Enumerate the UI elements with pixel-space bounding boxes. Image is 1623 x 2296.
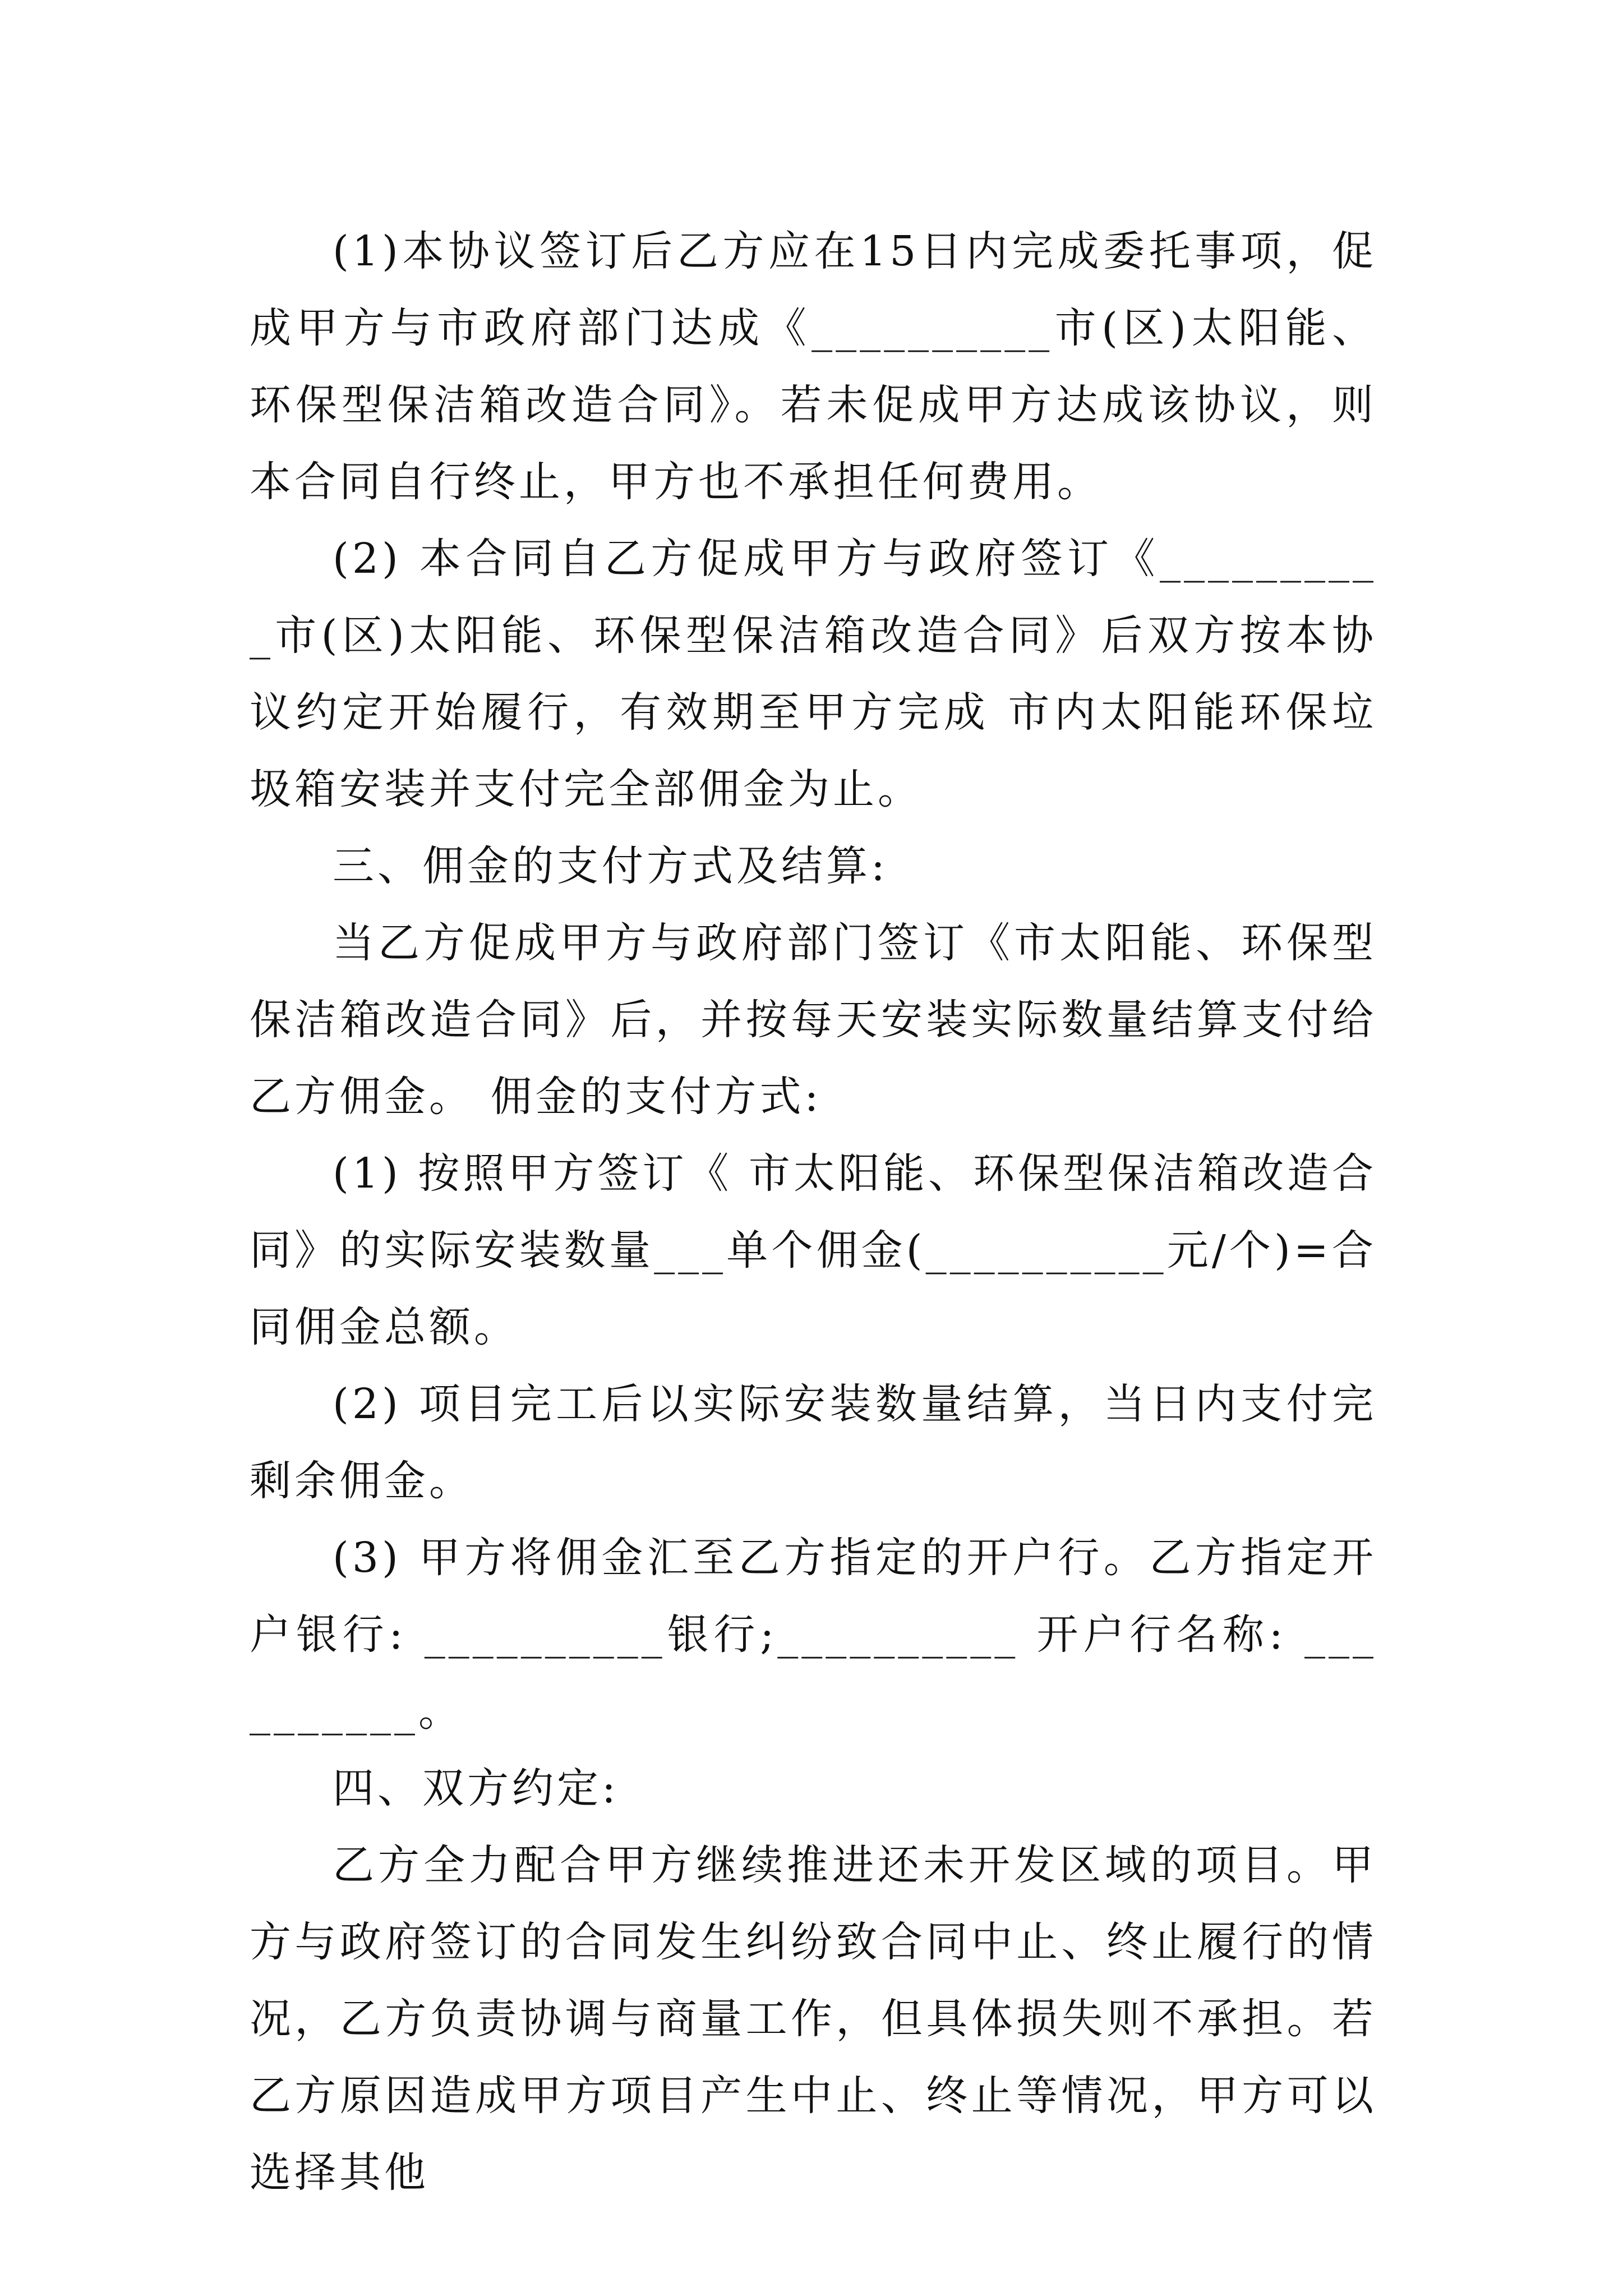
section-4-heading: 四、双方约定: — [333, 1764, 619, 1812]
document-body — [250, 213, 1377, 2211]
commission-settlement-paragraph: 当乙方促成甲方与政府部门签订《市太阳能、环保型保洁箱改造合同》后，并按每天安装实际数量结算支付给乙方佣金。 佣金的支付方式: — [250, 919, 1377, 1121]
section-3-heading: 三、佣金的支付方式及结算: — [333, 842, 888, 890]
payment-item-1: (1) 按照甲方签订《 市太阳能、环保型保洁箱改造合同》的实际安装数量___单个佣金(__________元/个)=合同佣金总额。 — [250, 1149, 1377, 1351]
clause-2-validity: (2) 本合同自乙方促成甲方与政府签订《__________市(区)太阳能、环保型保洁箱改造合同》后双方按本协议约定开始履行，有效期至甲方完成 市内太阳能环保垃圾箱安装并支付完全部佣金为止。 — [250, 535, 1377, 813]
payment-item-2: (2) 项目完工后以实际安装数量结算，当日内支付完剩余佣金。 — [250, 1380, 1377, 1505]
payment-item-3: (3) 甲方将佣金汇至乙方指定的开户行。乙方指定开户银行: __________银行;__________ 开户行名称: __________。 — [250, 1534, 1377, 1736]
agreement-paragraph: 乙方全力配合甲方继续推进还未开发区域的项目。甲方与政府签订的合同发生纠纷致合同中止、终止履行的情况，乙方负责协调与商量工作，但具体损失则不承担。若乙方原因造成甲方项目产生中止、终止等情况，甲方可以选择其他 — [250, 1841, 1377, 2197]
clause-1-term: (1)本协议签订后乙方应在15日内完成委托事项，促成甲方与市政府部门达成《__________市(区)太阳能、环保型保洁箱改造合同》。若未促成甲方达成该协议，则本合同自行终止，甲方也不承担任何费用。 — [250, 227, 1377, 506]
